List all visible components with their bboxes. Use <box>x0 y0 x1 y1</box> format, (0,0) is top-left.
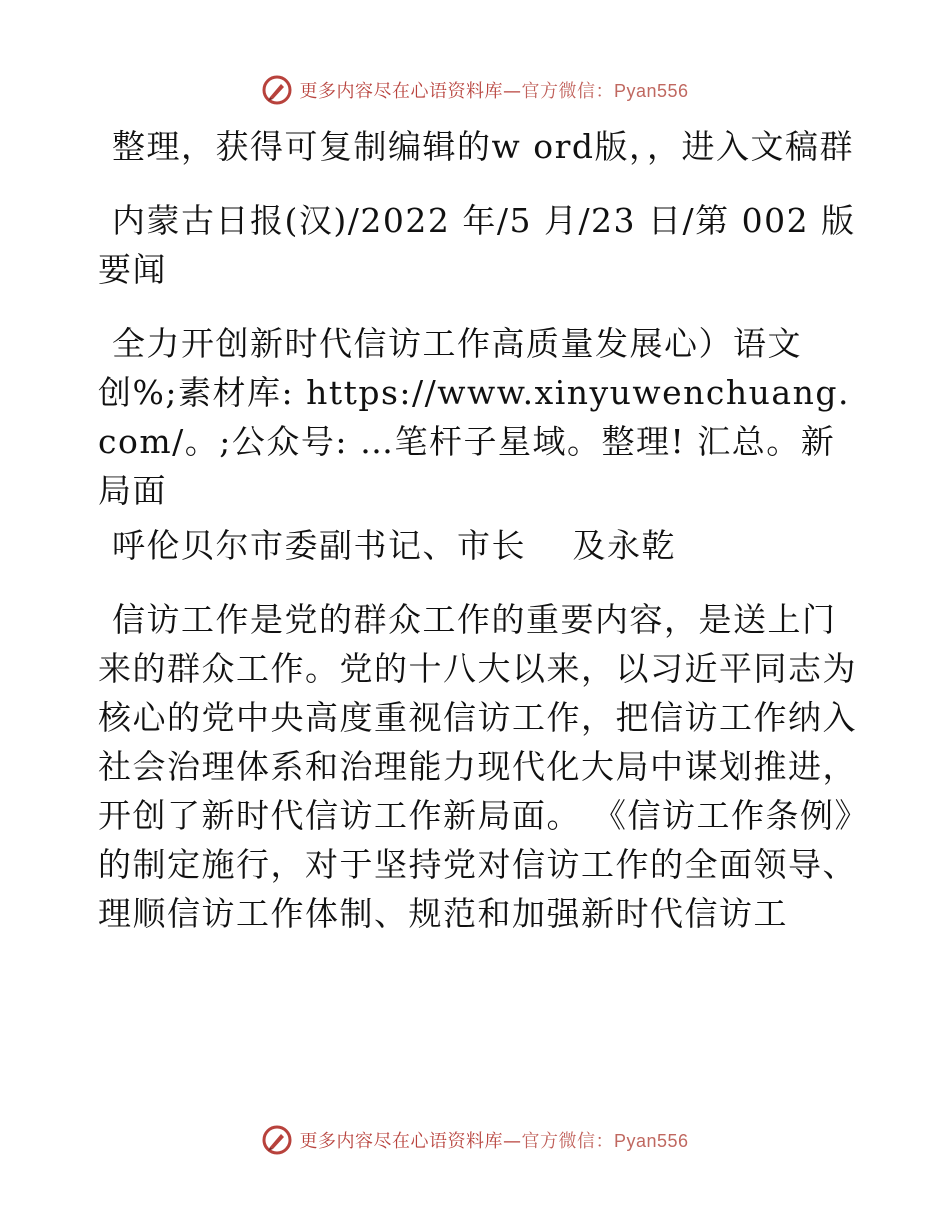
article-title: 全力开创新时代信访工作高质量发展心）语文创%;素材库: https://www.xinyuwenchuang.com/。;公众号: …笔杆子星域。整理! 汇总。新局面 <box>98 324 850 510</box>
watermark-tail: 官方微信： <box>521 1131 614 1152</box>
pen-logo-icon <box>261 74 293 106</box>
watermark-wechat-id: Pyan556 <box>613 1131 689 1151</box>
body-paragraph: 信访工作是党的群众工作的重要内容，是送上门来的群众工作。党的十八大以来，以习近平同志为核心的党中央高度重视信访工作，把信访工作纳入社会治理体系和治理能力现代化大局中谋划推进，开创了新时代信访工作新局面。 《信访工作条例》的制定施行，对于坚持党对信访工作的全面领导、理顺信访工作体制、规范和加强新时代信访工 <box>98 600 857 933</box>
author-line: 呼伦贝尔市委副书记、市长 及永乾 <box>112 526 676 565</box>
footer-watermark <box>0 1120 950 1160</box>
intro-paragraph: 整理，获得可复制编辑的w ord版，，进入文稿群 <box>112 127 855 166</box>
watermark-main: 更多内容尽在心语资料库 <box>299 1131 503 1152</box>
watermark-text <box>299 77 688 103</box>
watermark-text <box>299 1127 688 1153</box>
watermark-dash: — <box>502 1131 522 1152</box>
header-watermark <box>0 70 950 110</box>
pen-logo-icon <box>261 1124 293 1156</box>
source-line: 内蒙古日报(汉)/2022 年/5 月/23 日/第 002 版要闻 <box>98 201 856 289</box>
watermark-main: 更多内容尽在心语资料库 <box>299 81 503 102</box>
watermark-dash: — <box>502 81 522 102</box>
document-body <box>98 122 858 963</box>
watermark-tail: 官方微信： <box>521 81 614 102</box>
watermark-wechat-id: Pyan556 <box>613 81 689 101</box>
